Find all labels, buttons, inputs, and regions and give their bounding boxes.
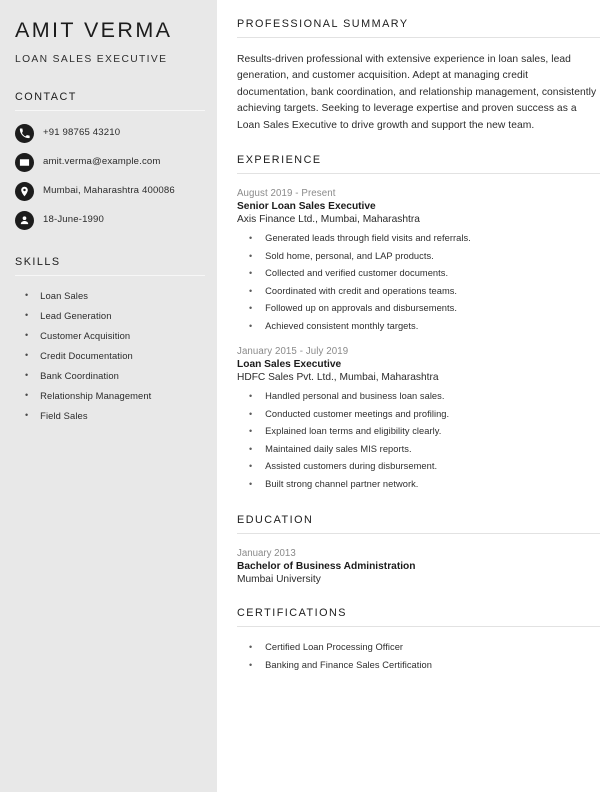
certifications-heading: CERTIFICATIONS: [237, 607, 347, 620]
duty-text: Collected and verified customer documents.: [265, 268, 449, 279]
bullet-icon: •: [249, 303, 253, 314]
contact-heading: CONTACT: [15, 90, 77, 103]
bullet-icon: •: [249, 285, 253, 296]
list-item: [15, 369, 205, 382]
list-item: [237, 267, 600, 280]
phone-icon: [15, 124, 34, 143]
duty-text: Generated leads through field visits and referrals.: [265, 233, 471, 244]
list-item: [15, 409, 205, 422]
duty-text: Assisted customers during disbursement.: [265, 461, 438, 472]
bullet-icon: •: [25, 389, 29, 400]
envelope-icon: [15, 153, 34, 172]
bullet-icon: •: [249, 408, 253, 419]
job-duties-list: [237, 232, 600, 332]
summary-divider: [237, 37, 600, 38]
job-role: Senior Loan Sales Executive: [237, 201, 376, 213]
contact-location-value: Mumbai, Maharashtra 400086: [43, 185, 175, 197]
list-item: [237, 232, 600, 245]
duty-text: Built strong channel partner network.: [265, 478, 419, 489]
contact-email-value: amit.verma@example.com: [43, 156, 161, 168]
main-content: [217, 0, 612, 792]
section-spacer: [237, 504, 600, 514]
education-degree: Bachelor of Business Administration: [237, 561, 416, 573]
skill-label: Relationship Management: [40, 389, 152, 401]
list-item: [237, 425, 600, 438]
job-dates: January 2015 - July 2019: [237, 346, 349, 358]
list-item: [237, 320, 600, 333]
location-pin-icon: [15, 182, 34, 201]
bullet-icon: •: [25, 349, 29, 360]
summary-heading: PROFESSIONAL SUMMARY: [237, 18, 409, 30]
contact-divider: [15, 110, 205, 111]
experience-heading: EXPERIENCE: [237, 154, 322, 167]
bullet-icon: •: [25, 369, 29, 380]
list-item: [237, 478, 600, 491]
bullet-icon: •: [249, 268, 253, 279]
job-company: Axis Finance Ltd., Mumbai, Maharashtra: [237, 214, 420, 226]
job-dates: August 2019 - Present: [237, 188, 336, 200]
list-item: [15, 389, 205, 402]
bullet-icon: •: [249, 443, 253, 454]
list-item: [237, 443, 600, 456]
bullet-icon: •: [249, 478, 253, 489]
skills-divider: [15, 275, 205, 276]
bullet-icon: •: [249, 642, 253, 653]
experience-entry: [237, 188, 600, 332]
person-icon: [15, 211, 34, 230]
skills-heading: SKILLS: [15, 255, 61, 268]
skill-label: Loan Sales: [40, 289, 89, 301]
list-item: [237, 390, 600, 403]
bullet-icon: •: [25, 289, 29, 300]
candidate-name: AMIT VERMA: [15, 18, 173, 42]
certification-text: Banking and Finance Sales Certification: [265, 659, 432, 670]
skill-label: Lead Generation: [40, 309, 112, 321]
contact-birthdate-value: 18-June-1990: [43, 214, 105, 226]
list-item: [237, 285, 600, 298]
job-company: HDFC Sales Pvt. Ltd., Mumbai, Maharashtra: [237, 372, 439, 384]
education-heading: EDUCATION: [237, 514, 314, 527]
list-item: [237, 250, 600, 263]
skill-label: Customer Acquisition: [40, 329, 131, 341]
experience-divider: [237, 173, 600, 174]
skill-label: Credit Documentation: [40, 349, 133, 361]
bullet-icon: •: [249, 391, 253, 402]
bullet-icon: •: [249, 320, 253, 331]
duty-text: Sold home, personal, and LAP products.: [265, 250, 434, 261]
education-date: January 2013: [237, 548, 296, 560]
duty-text: Conducted customer meetings and profiling.: [265, 408, 450, 419]
certifications-list: [237, 641, 600, 671]
job-role: Loan Sales Executive: [237, 359, 342, 371]
bullet-icon: •: [25, 409, 29, 420]
bullet-icon: •: [249, 461, 253, 472]
sidebar: [0, 0, 217, 792]
list-item: [237, 302, 600, 315]
list-item: [237, 641, 600, 654]
duty-text: Achieved consistent monthly targets.: [265, 320, 419, 331]
experience-entry: [237, 346, 600, 490]
duty-text: Handled personal and business loan sales.: [265, 391, 445, 402]
duty-text: Coordinated with credit and operations teams.: [265, 285, 458, 296]
list-item: [237, 460, 600, 473]
summary-text: Results-driven professional with extensive experience in loan sales, lead generation, and customer acquisition. Adept at managing credit documentation, bank coordination, and relationship management, consistently achieving targets. Seeking to leverage expertise and proven success as a Loan Sales Executive to drive growth and support the new team.: [237, 54, 597, 131]
bullet-icon: •: [249, 659, 253, 670]
bullet-icon: •: [25, 309, 29, 320]
bullet-icon: •: [249, 233, 253, 244]
contact-list: [15, 124, 205, 230]
contact-phone-value: +91 98765 43210: [43, 127, 121, 139]
certifications-divider: [237, 626, 600, 627]
list-item: [15, 329, 205, 342]
education-school: Mumbai University: [237, 574, 321, 586]
candidate-job-title: LOAN SALES EXECUTIVE: [15, 53, 168, 65]
bullet-icon: •: [25, 329, 29, 340]
contact-item-email[interactable]: [15, 153, 205, 172]
list-item: [15, 289, 205, 302]
bullet-icon: •: [249, 250, 253, 261]
duty-text: Followed up on approvals and disbursements.: [265, 303, 457, 314]
list-item: [15, 309, 205, 322]
skill-label: Bank Coordination: [40, 369, 119, 381]
skills-list: [15, 289, 205, 422]
bullet-icon: •: [249, 426, 253, 437]
list-item: [237, 408, 600, 421]
education-entry: [237, 548, 600, 585]
skill-label: Field Sales: [40, 409, 88, 421]
contact-item-birthdate[interactable]: [15, 211, 205, 230]
education-divider: [237, 533, 600, 534]
list-item: [237, 659, 600, 672]
list-item: [15, 349, 205, 362]
certification-text: Certified Loan Processing Officer: [265, 642, 404, 653]
duty-text: Maintained daily sales MIS reports.: [265, 443, 412, 454]
contact-item-phone[interactable]: [15, 124, 205, 143]
job-duties-list: [237, 390, 600, 490]
duty-text: Explained loan terms and eligibility clearly.: [265, 426, 442, 437]
contact-item-location[interactable]: [15, 182, 205, 201]
